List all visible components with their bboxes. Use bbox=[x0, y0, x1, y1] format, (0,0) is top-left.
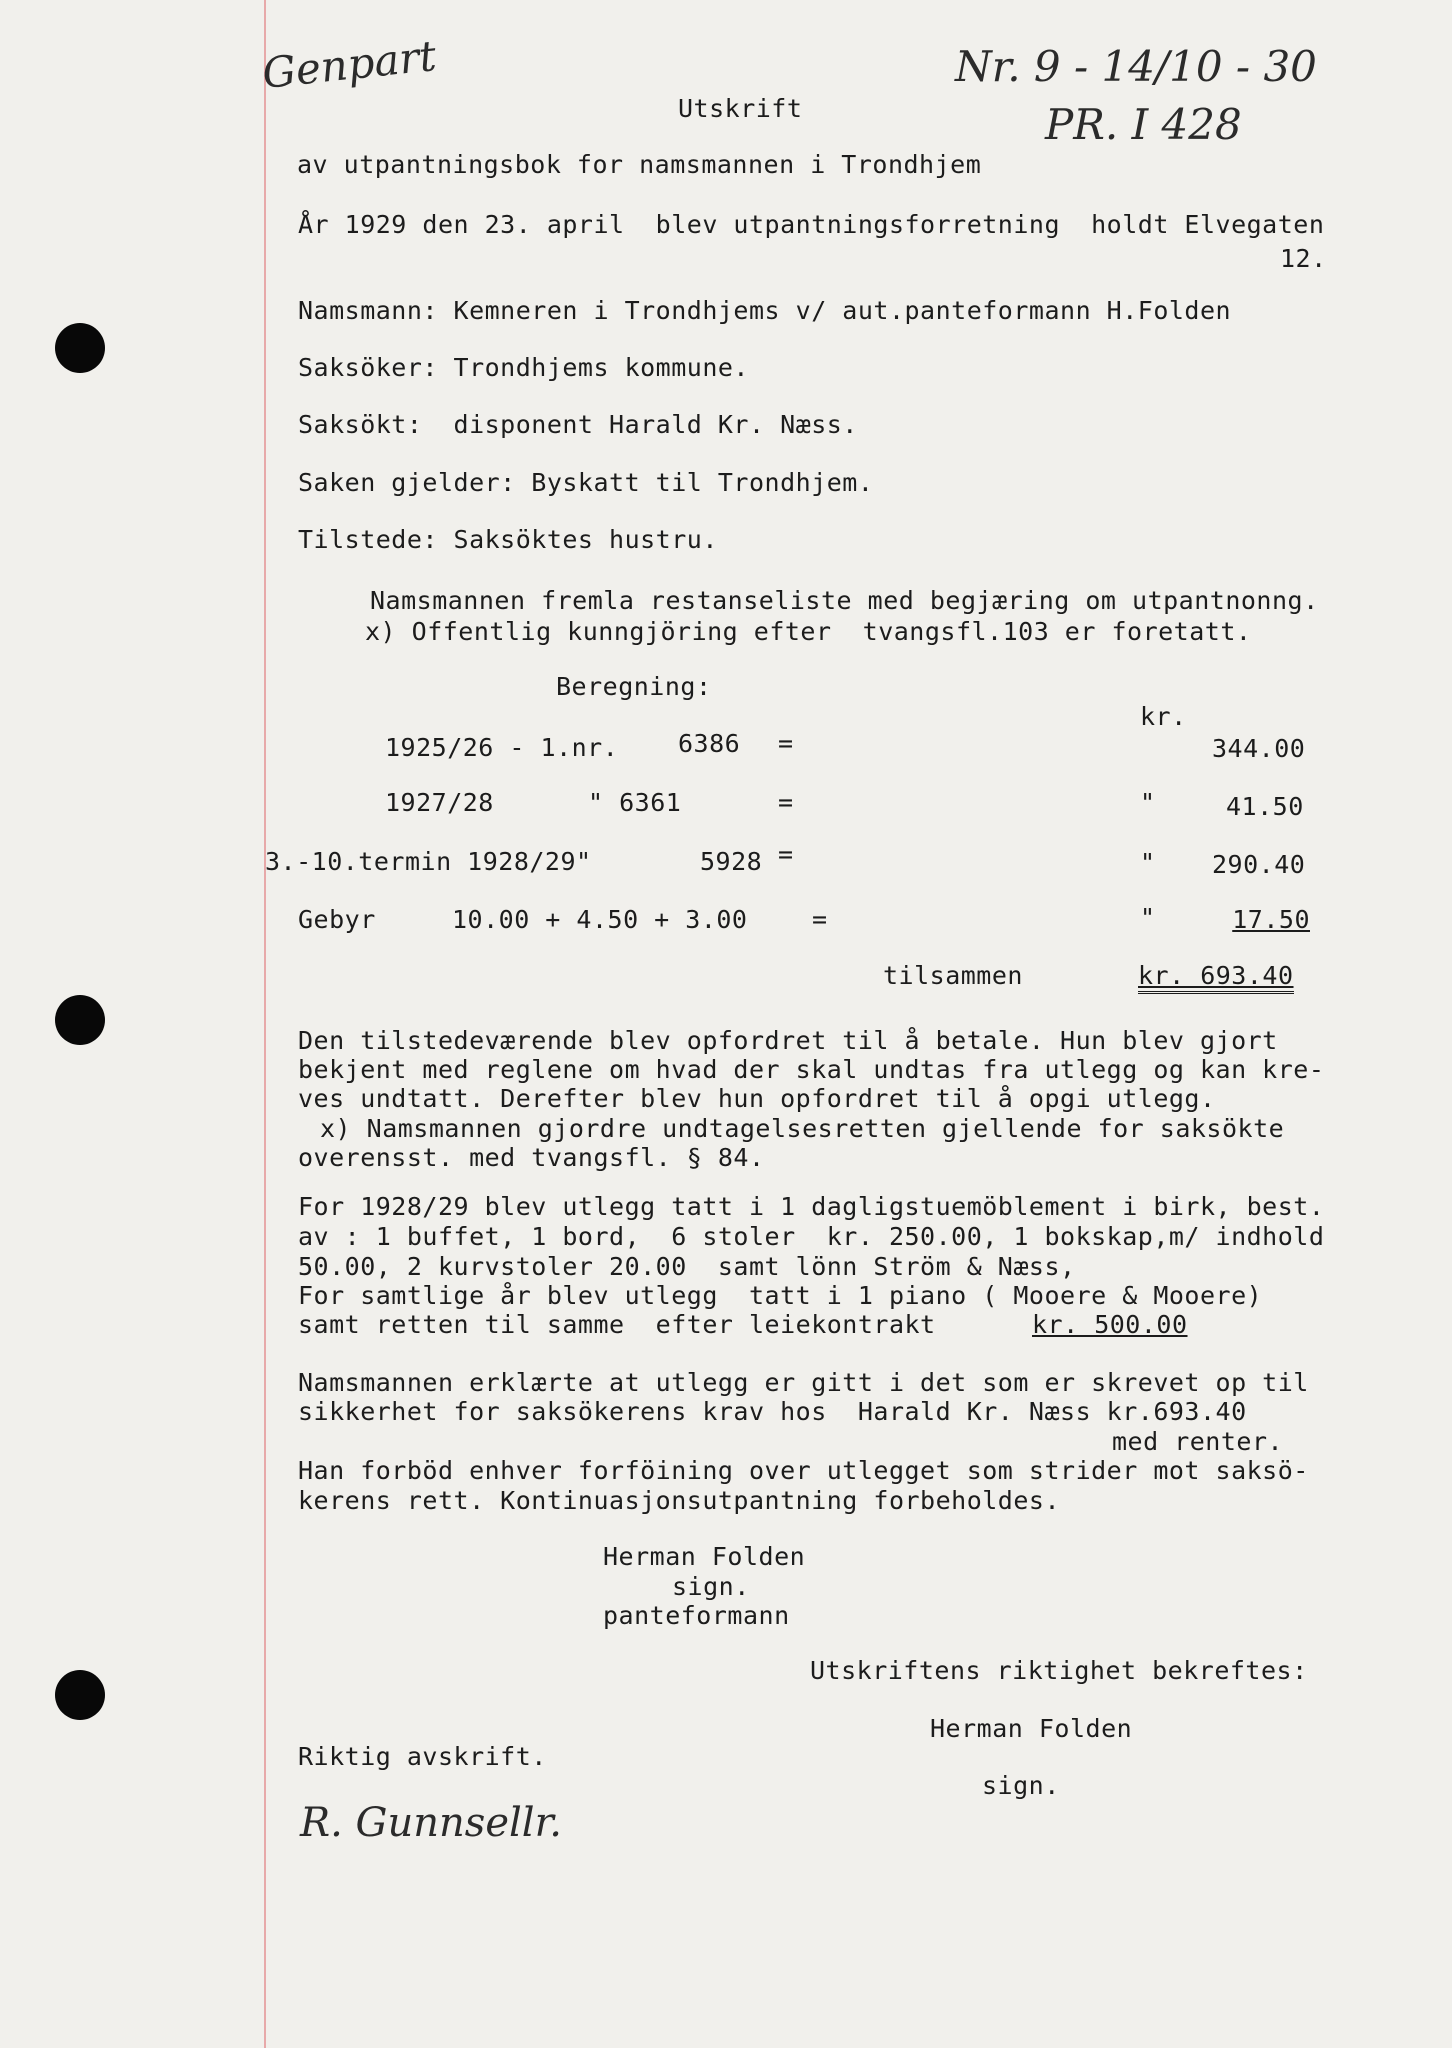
body-line: Namsmannen erklærte at utlegg er gitt i det som er skrevet op til bbox=[298, 1368, 1309, 1397]
calc-number: " 6361 bbox=[588, 788, 682, 817]
body-line: Namsmannen fremla restanseliste med begjæring om utpantnonng. bbox=[370, 586, 1319, 615]
calc-total-value: kr. 693.40 bbox=[1138, 961, 1294, 994]
calc-equals: = bbox=[812, 905, 828, 934]
calc-amount: 290.40 bbox=[1212, 850, 1306, 879]
body-line: overensst. med tvangsfl. § 84. bbox=[298, 1143, 765, 1172]
calc-number: 10.00 + 4.50 + 3.00 bbox=[452, 905, 748, 934]
calc-equals: = bbox=[778, 729, 794, 758]
body-line: ves undtatt. Derefter blev hun opfordret til å opgi utlegg. bbox=[298, 1084, 1216, 1113]
document-title: Utskrift bbox=[678, 94, 803, 123]
calc-period: Gebyr bbox=[298, 905, 376, 934]
calc-ditto: " bbox=[1140, 788, 1156, 817]
signatory-sign: sign. bbox=[672, 1572, 750, 1601]
confirmation-name: Herman Folden bbox=[930, 1714, 1133, 1743]
intro-line: År 1929 den 23. april blev utpantningsforretning holdt Elvegaten bbox=[298, 210, 1325, 239]
saksokt-line: Saksökt: disponent Harald Kr. Næss. bbox=[298, 410, 858, 439]
punch-hole bbox=[55, 995, 105, 1045]
confirmation-sign: sign. bbox=[982, 1771, 1060, 1800]
punch-hole bbox=[55, 323, 105, 373]
tilstede-line: Tilstede: Saksöktes hustru. bbox=[298, 525, 718, 554]
body-line: med renter. bbox=[1112, 1427, 1284, 1456]
handwritten-reference: PR. I 428 bbox=[1045, 100, 1242, 149]
body-line: x) Offentlig kunngjöring efter tvangsfl.103 er foretatt. bbox=[365, 617, 1252, 646]
body-line: sikkerhet for saksökerens krav hos Harald Kr. Næss kr.693.40 bbox=[298, 1397, 1247, 1426]
handwritten-genpart: Genpart bbox=[259, 31, 439, 98]
signatory-name: Herman Folden bbox=[603, 1542, 806, 1571]
calc-equals: = bbox=[778, 840, 794, 869]
punch-hole bbox=[55, 1670, 105, 1720]
red-margin-line bbox=[264, 0, 266, 2048]
document-subtitle: av utpantningsbok for namsmannen i Trondhjem bbox=[297, 150, 982, 179]
copy-note: Riktig avskrift. bbox=[298, 1742, 547, 1771]
confirmation-line: Utskriftens riktighet bekreftes: bbox=[810, 1656, 1308, 1685]
body-line: For samtlige år blev utlegg tatt i 1 piano ( Mooere & Mooere) bbox=[298, 1281, 1263, 1310]
calc-equals: = bbox=[778, 788, 794, 817]
calc-total-label: tilsammen bbox=[883, 961, 1023, 990]
calc-heading: Beregning: bbox=[556, 672, 712, 701]
calc-amount: 41.50 bbox=[1226, 792, 1304, 821]
body-line: kerens rett. Kontinuasjonsutpantning forbeholdes. bbox=[298, 1486, 1061, 1515]
calc-period: 3.-10.termin 1928/29" bbox=[265, 847, 592, 876]
calc-number: 6386 bbox=[678, 729, 741, 758]
calc-currency: kr. bbox=[1140, 702, 1187, 731]
namsmann-line: Namsmann: Kemneren i Trondhjems v/ aut.panteformann H.Folden bbox=[298, 296, 1232, 325]
body-line: x) Namsmannen gjordre undtagelsesretten gjellende for saksökte bbox=[320, 1114, 1285, 1143]
handwritten-record-number: Nr. 9 - 14/10 - 30 bbox=[955, 42, 1317, 91]
calc-amount: 17.50 bbox=[1232, 905, 1310, 934]
intro-address-number: 12. bbox=[1280, 244, 1327, 273]
handwritten-signature: R. Gunnsellr. bbox=[300, 1800, 563, 1846]
body-line: av : 1 buffet, 1 bord, 6 stoler kr. 250.00, 1 bokskap,m/ indhold bbox=[298, 1222, 1325, 1251]
body-line: samt retten til samme efter leiekontrakt bbox=[298, 1310, 967, 1339]
body-line: For 1928/29 blev utlegg tatt i 1 dagligstuemöblement i birk, best. bbox=[298, 1192, 1325, 1221]
calc-number: 5928 bbox=[700, 847, 763, 876]
body-line: bekjent med reglene om hvad der skal undtas fra utlegg og kan kre- bbox=[298, 1055, 1325, 1084]
calc-ditto: " bbox=[1140, 848, 1156, 877]
calc-ditto: " bbox=[1140, 903, 1156, 932]
body-line: Han forböd enhver forföining over utlegget som strider mot saksö- bbox=[298, 1456, 1309, 1485]
saken-gjelder-line: Saken gjelder: Byskatt til Trondhjem. bbox=[298, 468, 874, 497]
calc-amount: 344.00 bbox=[1212, 734, 1306, 763]
calc-period: 1927/28 bbox=[385, 788, 494, 817]
calc-period: 1925/26 - 1.nr. bbox=[385, 733, 619, 762]
saksoker-line: Saksöker: Trondhjems kommune. bbox=[298, 353, 749, 382]
signatory-title: panteformann bbox=[603, 1601, 790, 1630]
body-line: Den tilstedeværende blev opfordret til å betale. Hun blev gjort bbox=[298, 1026, 1278, 1055]
levy-amount: kr. 500.00 bbox=[1032, 1310, 1188, 1339]
body-line: 50.00, 2 kurvstoler 20.00 samt lönn Ström & Næss, bbox=[298, 1252, 1076, 1281]
